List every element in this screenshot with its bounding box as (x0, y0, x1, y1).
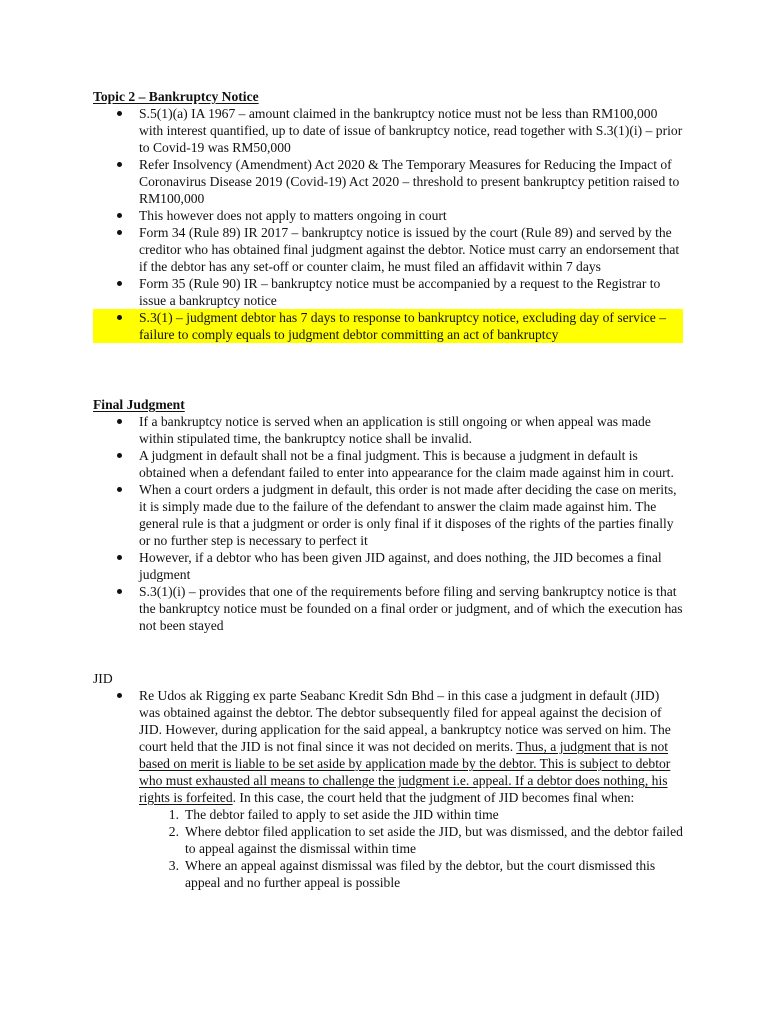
list-item: When a court orders a judgment in default, this order is not made after deciding the case on merits, it is simply made due to the failure of the defendant to answer the claim made against him. The general rule is that a judgment or order is only final if it disposes of the rights of the parties finally or no further step is necessary to perfect it (93, 481, 683, 549)
list-item: This however does not apply to matters ongoing in court (93, 207, 683, 224)
list-item: S.5(1)(a) IA 1967 – amount claimed in the bankruptcy notice must not be less than RM100,000 with interest quantified, up to date of issue of bankruptcy notice, read together with S.3(1)(i) – prior to Covid-19 was RM50,000 (93, 105, 683, 156)
list-item: Form 34 (Rule 89) IR 2017 – bankruptcy notice is issued by the court (Rule 89) and served by the creditor who has obtained final judgment against the debtor. Notice must carry an endorsement that if the debtor has any set-off or counter claim, he must filed an affidavit within 7 days (93, 224, 683, 275)
section-topic-2 (93, 88, 683, 343)
item-number: 1. (168, 807, 179, 822)
numbered-list-item (139, 823, 683, 857)
topic-2-heading: Topic 2 – Bankruptcy Notice (93, 89, 259, 104)
case-summary-item (93, 687, 683, 806)
case-underlined-text: Thus, a judgment that is not based on merit is liable to be set aside by application made by the debtor. This is subject to debtor who must exhausted all means to challenge the judgment i.e. appeal. If a debtor does nothing, his rights is forfeited (139, 739, 671, 805)
topic-2-bullet-list (93, 105, 683, 343)
list-item: Form 35 (Rule 90) IR – bankruptcy notice must be accompanied by a request to the Registrar to issue a bankruptcy notice (93, 275, 683, 309)
numbered-list-item (139, 806, 683, 823)
list-item: If a bankruptcy notice is served when an application is still ongoing or when appeal was made within stipulated time, the bankruptcy notice shall be invalid. (93, 413, 683, 447)
final-judgment-bullet-list (93, 413, 683, 634)
item-text: Where an appeal against dismissal was filed by the debtor, but the court dismissed this appeal and no further appeal is possible (185, 858, 656, 890)
item-text: The debtor failed to apply to set aside the JID within time (185, 807, 499, 822)
list-item: S.3(1)(i) – provides that one of the requirements before filing and serving bankruptcy notice is that the bankruptcy notice must be founded on a final order or judgment, and of which the execution has not been stayed (93, 583, 683, 634)
item-number: 2. (168, 824, 179, 839)
section-jid (93, 670, 683, 891)
case-text-conclusion: . In this case, the court held that the judgment of JID becomes final when: (232, 790, 635, 805)
list-item: However, if a debtor who has been given JID against, and does nothing, the JID becomes a final judgment (93, 549, 683, 583)
section-final-judgment (93, 396, 683, 634)
case-text-intro: Re Udos ak Rigging ex parte Seabanc Kredit Sdn Bhd – in this case a judgment in default (JID) was obtained against the debtor. The debtor subsequently filed for appeal against the decision of JID. However, during application for the said appeal, a bankruptcy notice was served on him. The court held that the JID is not final since it was not decided on merits. (139, 688, 671, 754)
final-judgment-heading: Final Judgment (93, 397, 185, 412)
list-item: A judgment in default shall not be a final judgment. This is because a judgment in default is obtained when a defendant failed to enter into appearance for the claim made against him in court. (93, 447, 683, 481)
jid-heading: JID (93, 671, 113, 686)
item-number: 3. (168, 858, 179, 873)
list-item: Refer Insolvency (Amendment) Act 2020 & The Temporary Measures for Reducing the Impact of Coronavirus Disease 2019 (Covid-19) Act 2020 – threshold to present bankruptcy petition raised to RM100,000 (93, 156, 683, 207)
item-text: Where debtor filed application to set aside the JID, but was dismissed, and the debtor failed to appeal against the dismissal within time (185, 824, 683, 856)
jid-numbered-list (93, 806, 683, 891)
jid-bullet-list (93, 687, 683, 806)
highlighted-list-item: S.3(1) – judgment debtor has 7 days to response to bankruptcy notice, excluding day of service – failure to comply equals to judgment debtor committing an act of bankruptcy (93, 309, 683, 343)
numbered-list-item (139, 857, 683, 891)
